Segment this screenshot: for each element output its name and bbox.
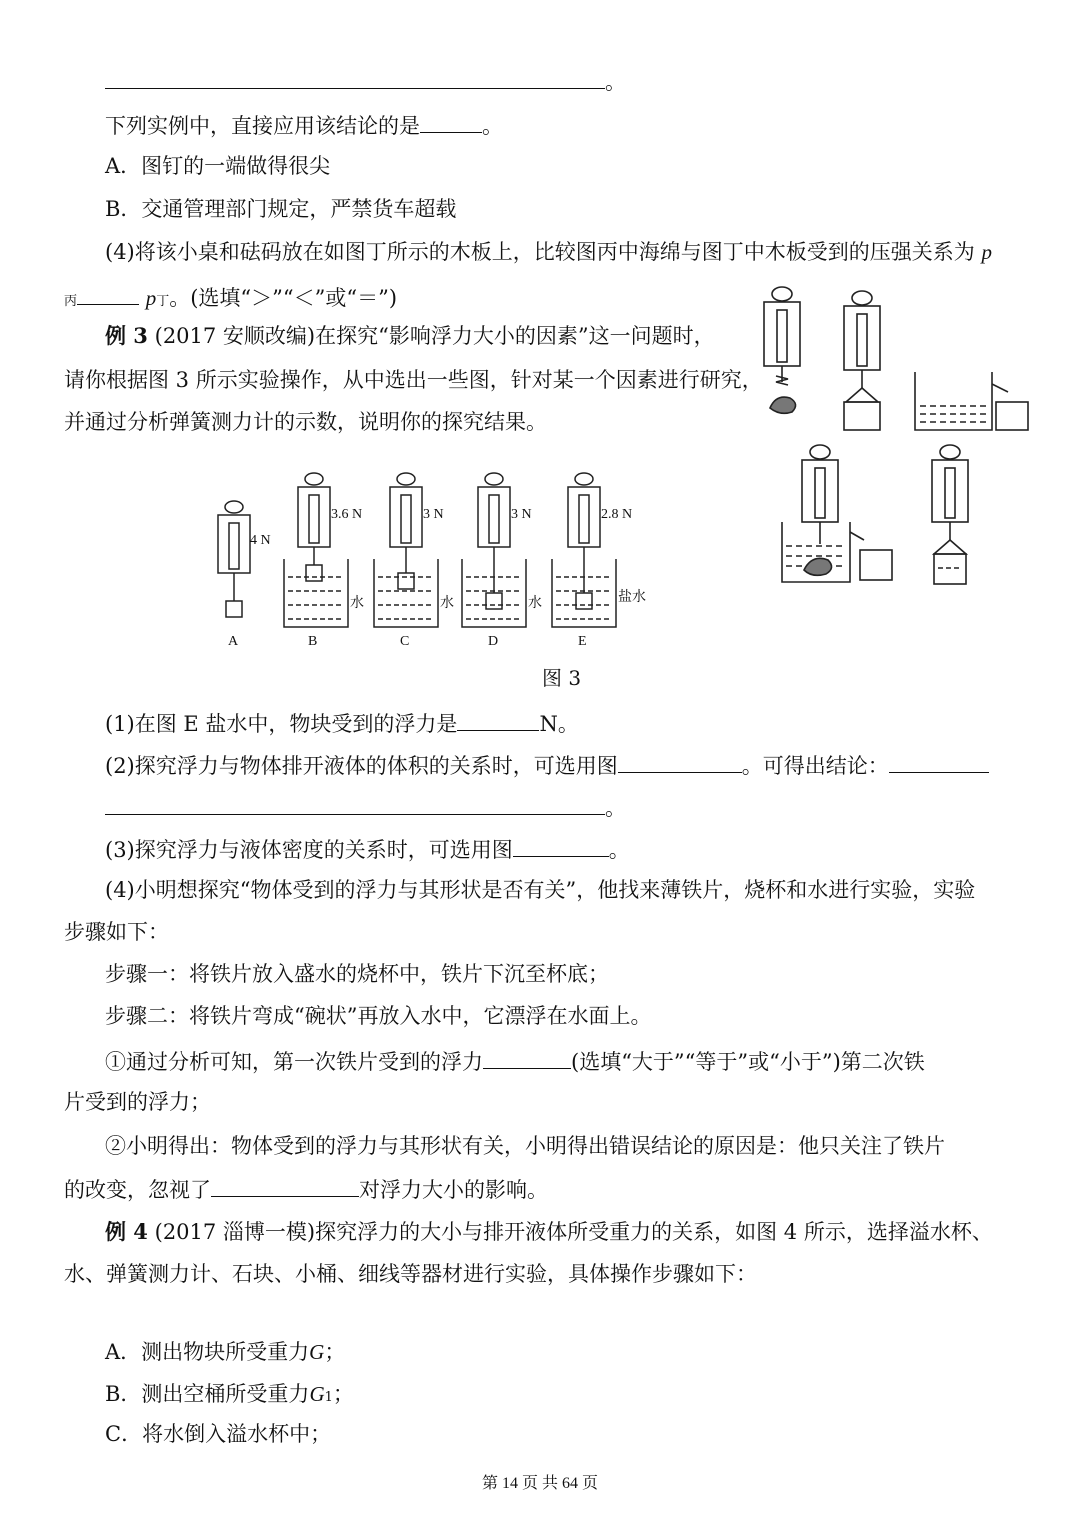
liquid-label-e: 盐水 (618, 590, 646, 605)
question-4-line-1b: (4)小明想探究“物体受到的浮力与其形状是否有关”，他找来薄铁片，烧杯和水进行实验，实验 (105, 878, 976, 902)
question-4-line-2: 丙 p丁。(选填“＞”“＜”或“＝”) (64, 282, 397, 316)
label-c: C (400, 634, 410, 649)
example-3-line-3: 并通过分析弹簧测力计的示数，说明你的探究结果。 (64, 410, 547, 434)
spring-scale (802, 445, 838, 544)
conclusion-2-line-1: ②小明得出：物体受到的浮力与其形状有关，小明得出错误结论的原因是：他只关注了铁片 (105, 1134, 945, 1158)
spring-scale (844, 291, 880, 430)
step-c: C．将水倒入溢水杯中； (105, 1422, 332, 1446)
conclusion-2-line-2: 的改变，忽视了 对浮力大小的影响。 (64, 1174, 548, 1204)
label-a: A (228, 634, 239, 649)
reading-a: 4 N (250, 533, 271, 548)
blank[interactable] (513, 834, 609, 857)
blank[interactable] (105, 66, 605, 89)
question-line: 下列实例中，直接应用该结论的是 。 (105, 110, 503, 140)
blank[interactable] (618, 750, 742, 773)
question-2: (2)探究浮力与物体排开液体的体积的关系时，可选用图 。可得出结论： (105, 750, 989, 780)
example-4-line-2: 水、弹簧测力计、石块、小桶、细线等器材进行实验，具体操作步骤如下： (64, 1262, 757, 1286)
overflow-cup (915, 372, 1028, 430)
scale-c (374, 473, 438, 627)
label-b: B (308, 634, 318, 649)
spring-scale (764, 287, 800, 413)
blank[interactable] (483, 1046, 571, 1069)
question-2-line-2: 。 (105, 792, 626, 822)
reading-d: 3 N (511, 507, 532, 522)
example-3-line-1: 例 3 (2017 安顺改编)在探究“影响浮力大小的因素”这一问题时， (105, 323, 715, 348)
reading-c: 3 N (423, 507, 444, 522)
figure-4-illustration (760, 284, 1060, 594)
blank[interactable] (77, 282, 139, 305)
liquid-label-d: 水 (528, 596, 542, 611)
page-footer: 第 14 页 共 64 页 (481, 1475, 598, 1492)
step-b: B．测出空桶所受重力G1； (105, 1382, 354, 1406)
liquid-label-c: 水 (440, 596, 454, 611)
option-b: B．交通管理部门规定，严禁货车超载 (105, 197, 457, 221)
scale-e (552, 473, 616, 627)
figure-3-illustration (200, 455, 660, 655)
example-3-line-2: 请你根据图 3 所示实验操作，从中选出一些图，针对某一个因素进行研究， (64, 368, 763, 392)
blank[interactable] (457, 708, 539, 731)
beaker-with-stone (782, 522, 892, 582)
scale-d (462, 473, 526, 627)
step-a: A．测出物块所受重力G； (105, 1340, 346, 1364)
spring-scale (932, 445, 968, 584)
question-1: (1)在图 E 盐水中，物块受到的浮力是 N。 (105, 708, 579, 738)
reading-b: 3.6 N (331, 507, 363, 522)
blank[interactable] (889, 750, 989, 773)
blank[interactable] (420, 110, 482, 133)
scale-a (218, 501, 250, 617)
question-3: (3)探究浮力与液体密度的关系时，可选用图 。 (105, 834, 630, 864)
question-4-line-1: (4)将该小桌和砝码放在如图丁所示的木板上，比较图丙中海绵与图丁中木板受到的压强关系为 p (105, 240, 992, 264)
step-1: 步骤一：将铁片放入盛水的烧杯中，铁片下沉至杯底； (105, 962, 609, 986)
step-2: 步骤二：将铁片弯成“碗状”再放入水中，它漂浮在水面上。 (105, 1004, 652, 1028)
label-e: E (578, 634, 587, 649)
question-4-line-2b: 步骤如下： (64, 920, 169, 944)
label-d: D (488, 634, 499, 649)
conclusion-1-line-2: 片受到的浮力； (64, 1090, 211, 1114)
liquid-label-b: 水 (350, 596, 364, 611)
reading-e: 2.8 N (601, 507, 633, 522)
example-4-line-1: 例 4 (2017 淄博一模)探究浮力的大小与排开液体所受重力的关系，如图 4 所示，选择溢水杯、 (105, 1219, 993, 1244)
answer-line-1: 。 (105, 66, 626, 96)
blank[interactable] (105, 792, 605, 815)
option-a: A．图钉的一端做得很尖 (105, 154, 331, 178)
figure-3-caption: 图 3 (542, 666, 582, 690)
blank[interactable] (211, 1174, 359, 1197)
scale-b (284, 473, 348, 627)
conclusion-1-line-1: ①通过分析可知，第一次铁片受到的浮力 (选填“大于”“等于”或“小于”)第二次铁 (105, 1046, 925, 1076)
